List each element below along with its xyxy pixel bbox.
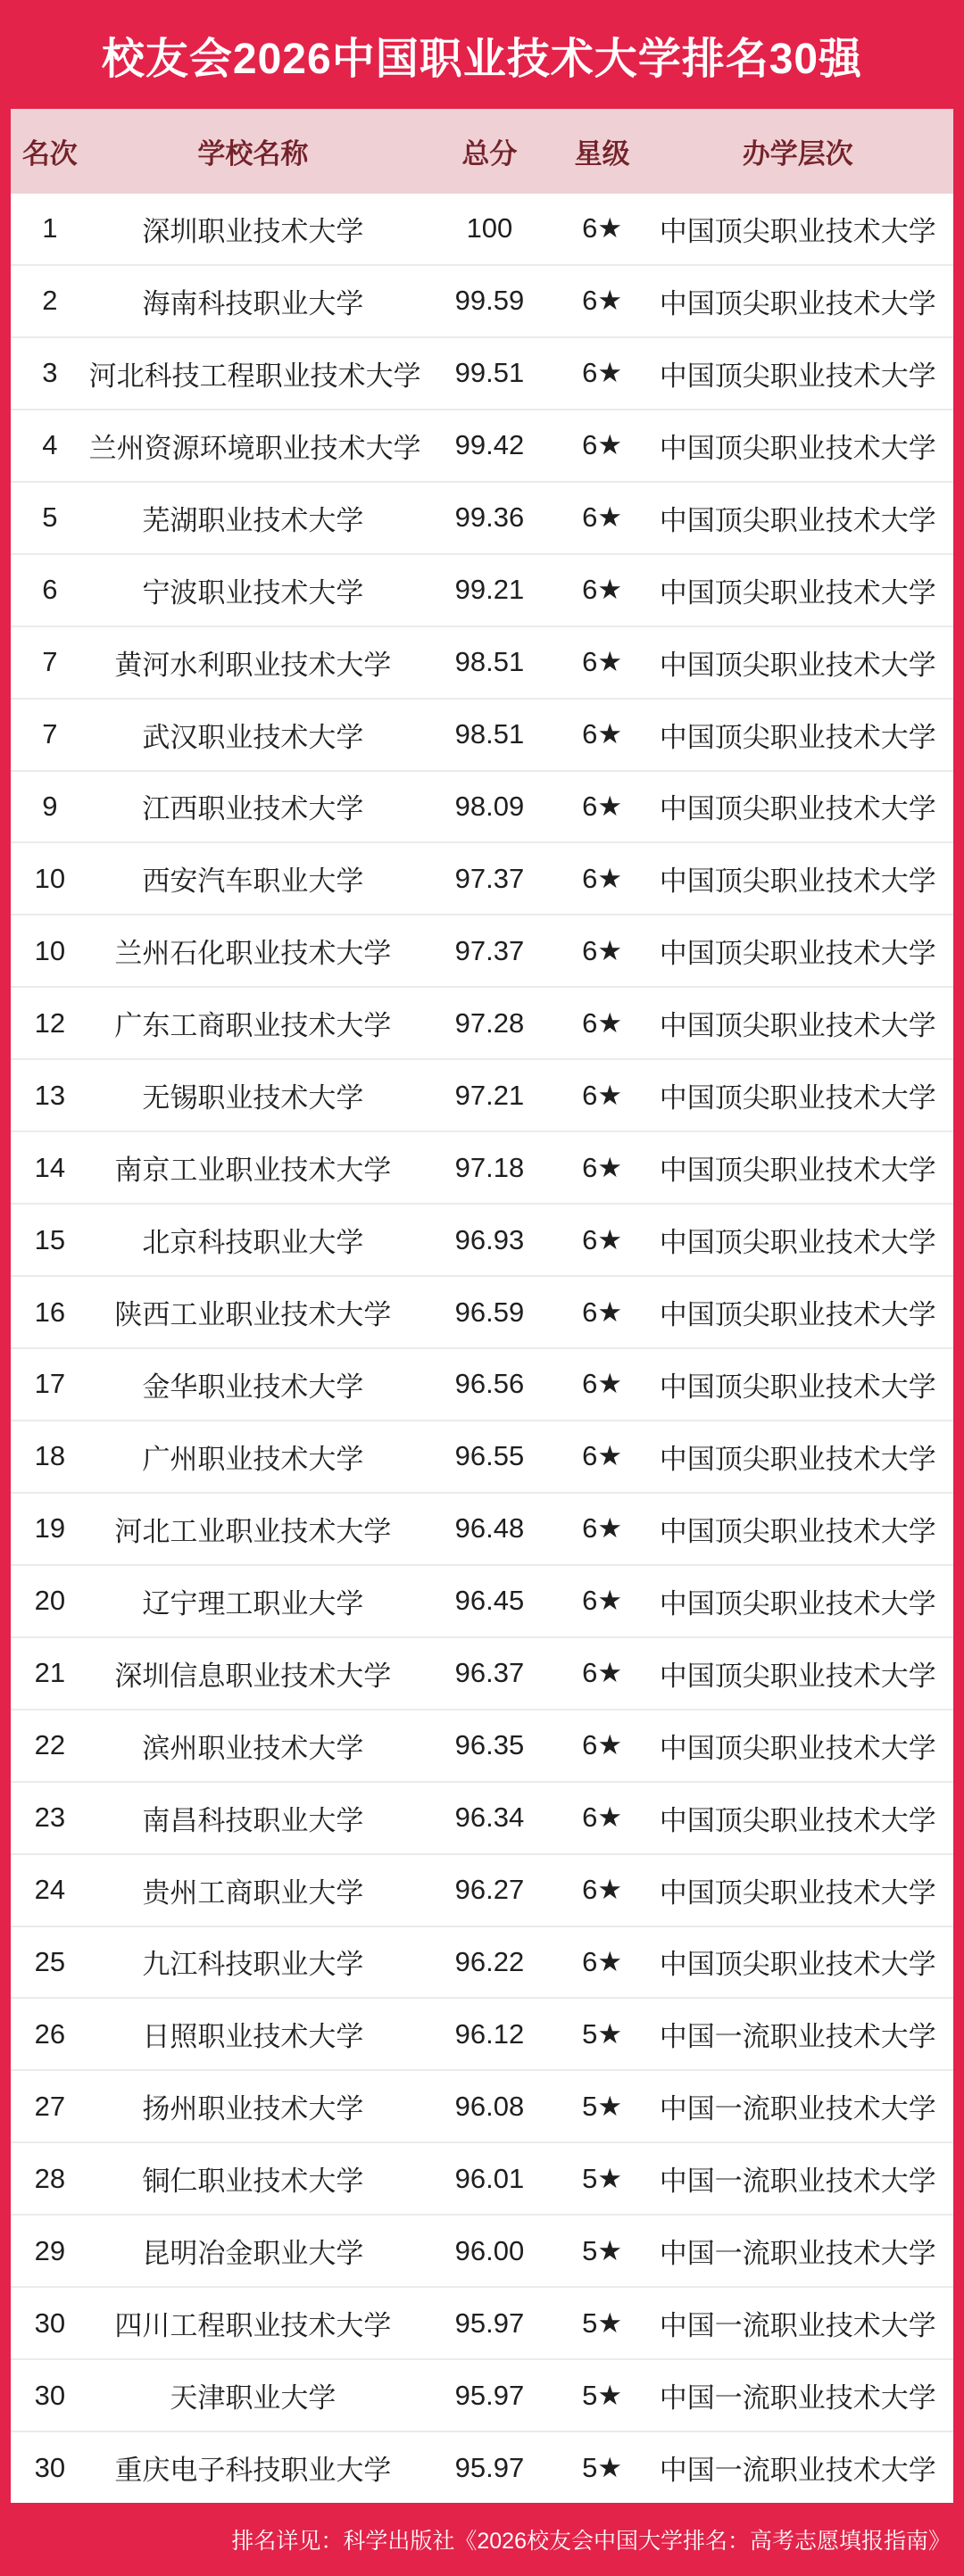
table-row bbox=[11, 2432, 953, 2503]
school-name-cell: 昆明冶金职业大学 bbox=[142, 2238, 364, 2270]
score-cell: 97.37 bbox=[454, 934, 525, 966]
rank-cell: 25 bbox=[34, 1945, 66, 1977]
rank-cell: 29 bbox=[34, 2234, 66, 2266]
rank-cell: 16 bbox=[34, 1296, 66, 1328]
school-name-cell: 九江科技职业大学 bbox=[142, 1949, 364, 1981]
level-cell: 中国顶尖职业技术大学 bbox=[659, 1227, 936, 1259]
rank-cell: 10 bbox=[34, 862, 66, 894]
score-cell: 95.97 bbox=[454, 2451, 525, 2483]
school-name-cell: 铜仁职业技术大学 bbox=[142, 2166, 364, 2198]
star-cell: 6★ bbox=[582, 790, 623, 822]
star-cell: 6★ bbox=[582, 501, 623, 534]
level-cell: 中国顶尖职业技术大学 bbox=[659, 1082, 936, 1114]
level-cell: 中国顶尖职业技术大学 bbox=[659, 432, 936, 464]
score-cell: 99.42 bbox=[454, 429, 525, 461]
table-row bbox=[11, 915, 953, 988]
school-name-cell: 北京科技职业大学 bbox=[142, 1227, 364, 1259]
table-row bbox=[11, 1710, 953, 1783]
table-row bbox=[11, 338, 953, 410]
title-banner bbox=[0, 0, 964, 109]
star-cell: 6★ bbox=[582, 646, 623, 678]
star-cell: 6★ bbox=[582, 212, 623, 244]
table-row bbox=[11, 266, 953, 338]
rank-cell: 21 bbox=[34, 1657, 66, 1689]
rank-cell: 12 bbox=[34, 1006, 66, 1039]
level-cell: 中国顶尖职业技术大学 bbox=[659, 721, 936, 753]
level-cell: 中国顶尖职业技术大学 bbox=[659, 1371, 936, 1403]
school-name-cell: 兰州资源环境职业技术大学 bbox=[88, 432, 421, 464]
level-cell: 中国一流职业技术大学 bbox=[659, 2310, 936, 2342]
score-cell: 96.27 bbox=[454, 1874, 525, 1906]
score-cell: 96.59 bbox=[454, 1296, 525, 1328]
score-cell: 95.97 bbox=[454, 2307, 525, 2339]
rank-cell: 2 bbox=[42, 285, 58, 317]
table-row bbox=[11, 1277, 953, 1349]
star-cell: 5★ bbox=[582, 2451, 623, 2483]
star-cell: 6★ bbox=[582, 1223, 623, 1255]
level-cell: 中国顶尖职业技术大学 bbox=[659, 1299, 936, 1331]
header-school-name: 学校名称 bbox=[197, 138, 309, 170]
star-cell: 6★ bbox=[582, 1440, 623, 1472]
star-cell: 6★ bbox=[582, 285, 623, 317]
school-name-cell: 金华职业技术大学 bbox=[142, 1371, 364, 1403]
school-name-cell: 江西职业技术大学 bbox=[142, 793, 364, 825]
school-name-cell: 四川工程职业技术大学 bbox=[114, 2310, 392, 2342]
rank-cell: 28 bbox=[34, 2162, 66, 2194]
star-cell: 5★ bbox=[582, 2017, 623, 2050]
header-star-level: 星级 bbox=[574, 138, 630, 170]
table-row bbox=[11, 843, 953, 915]
level-cell: 中国一流职业技术大学 bbox=[659, 2093, 936, 2125]
level-cell: 中国顶尖职业技术大学 bbox=[659, 504, 936, 536]
rank-cell: 26 bbox=[34, 2017, 66, 2050]
level-cell: 中国一流职业技术大学 bbox=[659, 2021, 936, 2053]
table-row bbox=[11, 194, 953, 266]
star-cell: 6★ bbox=[582, 934, 623, 966]
table-row bbox=[11, 2071, 953, 2143]
level-cell: 中国一流职业技术大学 bbox=[659, 2382, 936, 2414]
score-cell: 97.21 bbox=[454, 1079, 525, 1111]
table-row bbox=[11, 2143, 953, 2216]
level-cell: 中国顶尖职业技术大学 bbox=[659, 1732, 936, 1764]
score-cell: 97.28 bbox=[454, 1006, 525, 1039]
school-name-cell: 辽宁理工职业大学 bbox=[142, 1587, 364, 1619]
rank-cell: 6 bbox=[42, 574, 58, 606]
table-row bbox=[11, 1132, 953, 1205]
school-name-cell: 扬州职业技术大学 bbox=[142, 2093, 364, 2125]
level-cell: 中国顶尖职业技术大学 bbox=[659, 1949, 936, 1981]
rank-cell: 30 bbox=[34, 2451, 66, 2483]
school-name-cell: 日照职业技术大学 bbox=[142, 2021, 364, 2053]
score-cell: 96.45 bbox=[454, 1585, 525, 1617]
school-name-cell: 芜湖职业技术大学 bbox=[142, 504, 364, 536]
table-row bbox=[11, 1060, 953, 1132]
school-name-cell: 陕西工业职业技术大学 bbox=[114, 1299, 392, 1331]
level-cell: 中国顶尖职业技术大学 bbox=[659, 1155, 936, 1187]
rank-cell: 1 bbox=[42, 212, 58, 244]
school-name-cell: 南京工业职业技术大学 bbox=[114, 1155, 392, 1187]
page-title: 校友会2026中国职业技术大学排名30强 bbox=[101, 35, 863, 83]
table-row bbox=[11, 1349, 953, 1421]
score-cell: 99.36 bbox=[454, 501, 525, 534]
score-cell: 97.18 bbox=[454, 1151, 525, 1183]
table-row bbox=[11, 1855, 953, 1927]
rank-cell: 7 bbox=[42, 646, 58, 678]
school-name-cell: 宁波职业技术大学 bbox=[142, 576, 364, 609]
star-cell: 6★ bbox=[582, 574, 623, 606]
star-cell: 6★ bbox=[582, 357, 623, 389]
table-row bbox=[11, 2216, 953, 2288]
table-row bbox=[11, 2288, 953, 2360]
star-cell: 6★ bbox=[582, 429, 623, 461]
score-cell: 96.35 bbox=[454, 1729, 525, 1761]
school-name-cell: 武汉职业技术大学 bbox=[142, 721, 364, 753]
level-cell: 中国顶尖职业技术大学 bbox=[659, 1515, 936, 1547]
school-name-cell: 西安汽车职业大学 bbox=[142, 866, 364, 898]
score-cell: 98.51 bbox=[454, 718, 525, 750]
level-cell: 中国顶尖职业技术大学 bbox=[659, 938, 936, 970]
star-cell: 6★ bbox=[582, 1151, 623, 1183]
star-cell: 6★ bbox=[582, 1874, 623, 1906]
table-header-row bbox=[11, 109, 953, 194]
star-cell: 6★ bbox=[582, 1512, 623, 1545]
school-name-cell: 兰州石化职业技术大学 bbox=[114, 938, 392, 970]
score-cell: 99.59 bbox=[454, 285, 525, 317]
score-cell: 98.51 bbox=[454, 646, 525, 678]
level-cell: 中国一流职业技术大学 bbox=[659, 2455, 936, 2487]
level-cell: 中国顶尖职业技术大学 bbox=[659, 287, 936, 319]
score-cell: 99.51 bbox=[454, 357, 525, 389]
header-education-level: 办学层次 bbox=[742, 138, 853, 170]
level-cell: 中国顶尖职业技术大学 bbox=[659, 1804, 936, 1836]
star-cell: 5★ bbox=[582, 2162, 623, 2194]
rank-cell: 14 bbox=[34, 1151, 66, 1183]
rank-cell: 17 bbox=[34, 1368, 66, 1400]
school-name-cell: 黄河水利职业技术大学 bbox=[114, 649, 392, 681]
star-cell: 6★ bbox=[582, 1945, 623, 1977]
star-cell: 6★ bbox=[582, 1296, 623, 1328]
score-cell: 96.48 bbox=[454, 1512, 525, 1545]
table-row bbox=[11, 1205, 953, 1277]
level-cell: 中国顶尖职业技术大学 bbox=[659, 1660, 936, 1692]
star-cell: 6★ bbox=[582, 1585, 623, 1617]
star-cell: 6★ bbox=[582, 1802, 623, 1834]
score-cell: 95.97 bbox=[454, 2379, 525, 2411]
star-cell: 5★ bbox=[582, 2379, 623, 2411]
rank-cell: 9 bbox=[42, 790, 58, 822]
level-cell: 中国一流职业技术大学 bbox=[659, 2238, 936, 2270]
level-cell: 中国顶尖职业技术大学 bbox=[659, 1010, 936, 1042]
score-cell: 96.12 bbox=[454, 2017, 525, 2050]
score-cell: 96.34 bbox=[454, 1802, 525, 1834]
star-cell: 5★ bbox=[582, 2234, 623, 2266]
star-cell: 6★ bbox=[582, 1079, 623, 1111]
star-cell: 6★ bbox=[582, 1006, 623, 1039]
header-total-score: 总分 bbox=[461, 138, 518, 170]
footer-band bbox=[0, 2503, 964, 2576]
school-name-cell: 深圳信息职业技术大学 bbox=[114, 1660, 392, 1692]
level-cell: 中国顶尖职业技术大学 bbox=[659, 1587, 936, 1619]
level-cell: 中国顶尖职业技术大学 bbox=[659, 649, 936, 681]
star-cell: 5★ bbox=[582, 2307, 623, 2339]
school-name-cell: 广东工商职业技术大学 bbox=[114, 1010, 392, 1042]
school-name-cell: 广州职业技术大学 bbox=[142, 1443, 364, 1475]
score-cell: 96.93 bbox=[454, 1223, 525, 1255]
school-name-cell: 重庆电子科技职业大学 bbox=[114, 2455, 392, 2487]
level-cell: 中国顶尖职业技术大学 bbox=[659, 1443, 936, 1475]
score-cell: 98.09 bbox=[454, 790, 525, 822]
rank-cell: 19 bbox=[34, 1512, 66, 1545]
score-cell: 100 bbox=[466, 212, 513, 244]
table-row bbox=[11, 772, 953, 844]
table-row bbox=[11, 1421, 953, 1494]
level-cell: 中国一流职业技术大学 bbox=[659, 2166, 936, 2198]
score-cell: 96.55 bbox=[454, 1440, 525, 1472]
table-row bbox=[11, 555, 953, 627]
ranking-table bbox=[11, 109, 953, 2503]
table-row bbox=[11, 410, 953, 483]
school-name-cell: 天津职业大学 bbox=[170, 2382, 337, 2414]
star-cell: 5★ bbox=[582, 2090, 623, 2122]
table-row bbox=[11, 1494, 953, 1566]
score-cell: 97.37 bbox=[454, 862, 525, 894]
rank-cell: 13 bbox=[34, 1079, 66, 1111]
table-row bbox=[11, 627, 953, 700]
rank-cell: 5 bbox=[42, 501, 58, 534]
level-cell: 中国顶尖职业技术大学 bbox=[659, 215, 936, 247]
rank-cell: 30 bbox=[34, 2379, 66, 2411]
school-name-cell: 深圳职业技术大学 bbox=[142, 215, 364, 247]
star-cell: 6★ bbox=[582, 718, 623, 750]
rank-cell: 20 bbox=[34, 1585, 66, 1617]
rank-cell: 24 bbox=[34, 1874, 66, 1906]
rank-cell: 3 bbox=[42, 357, 58, 389]
rank-cell: 27 bbox=[34, 2090, 66, 2122]
star-cell: 6★ bbox=[582, 1368, 623, 1400]
score-cell: 99.21 bbox=[454, 574, 525, 606]
rank-cell: 7 bbox=[42, 718, 58, 750]
rank-cell: 23 bbox=[34, 1802, 66, 1834]
rank-cell: 4 bbox=[42, 429, 58, 461]
score-cell: 96.22 bbox=[454, 1945, 525, 1977]
star-cell: 6★ bbox=[582, 1657, 623, 1689]
school-name-cell: 海南科技职业大学 bbox=[142, 287, 364, 319]
score-cell: 96.08 bbox=[454, 2090, 525, 2122]
school-name-cell: 河北工业职业技术大学 bbox=[114, 1515, 392, 1547]
level-cell: 中国顶尖职业技术大学 bbox=[659, 576, 936, 609]
level-cell: 中国顶尖职业技术大学 bbox=[659, 360, 936, 392]
table-body bbox=[11, 194, 953, 2503]
table-row bbox=[11, 1638, 953, 1710]
level-cell: 中国顶尖职业技术大学 bbox=[659, 793, 936, 825]
school-name-cell: 滨州职业技术大学 bbox=[142, 1732, 364, 1764]
rank-cell: 10 bbox=[34, 934, 66, 966]
rank-cell: 18 bbox=[34, 1440, 66, 1472]
table-row bbox=[11, 1783, 953, 1855]
school-name-cell: 无锡职业技术大学 bbox=[142, 1082, 364, 1114]
school-name-cell: 贵州工商职业大学 bbox=[142, 1876, 364, 1909]
level-cell: 中国顶尖职业技术大学 bbox=[659, 866, 936, 898]
table-row bbox=[11, 2360, 953, 2432]
rank-cell: 30 bbox=[34, 2307, 66, 2339]
header-rank: 名次 bbox=[21, 138, 78, 170]
score-cell: 96.56 bbox=[454, 1368, 525, 1400]
table-row bbox=[11, 988, 953, 1060]
table-row bbox=[11, 1927, 953, 2000]
star-cell: 6★ bbox=[582, 1729, 623, 1761]
table-row bbox=[11, 1566, 953, 1638]
school-name-cell: 河北科技工程职业技术大学 bbox=[88, 360, 421, 392]
score-cell: 96.01 bbox=[454, 2162, 525, 2194]
school-name-cell: 南昌科技职业大学 bbox=[142, 1804, 364, 1836]
score-cell: 96.37 bbox=[454, 1657, 525, 1689]
score-cell: 96.00 bbox=[454, 2234, 525, 2266]
level-cell: 中国顶尖职业技术大学 bbox=[659, 1876, 936, 1909]
rank-cell: 22 bbox=[34, 1729, 66, 1761]
star-cell: 6★ bbox=[582, 862, 623, 894]
footer-note: 排名详见：科学出版社《2026校友会中国大学排名：高考志愿填报指南》 bbox=[231, 2529, 951, 2554]
table-row bbox=[11, 1999, 953, 2071]
table-row bbox=[11, 700, 953, 772]
rank-cell: 15 bbox=[34, 1223, 66, 1255]
table-row bbox=[11, 483, 953, 555]
